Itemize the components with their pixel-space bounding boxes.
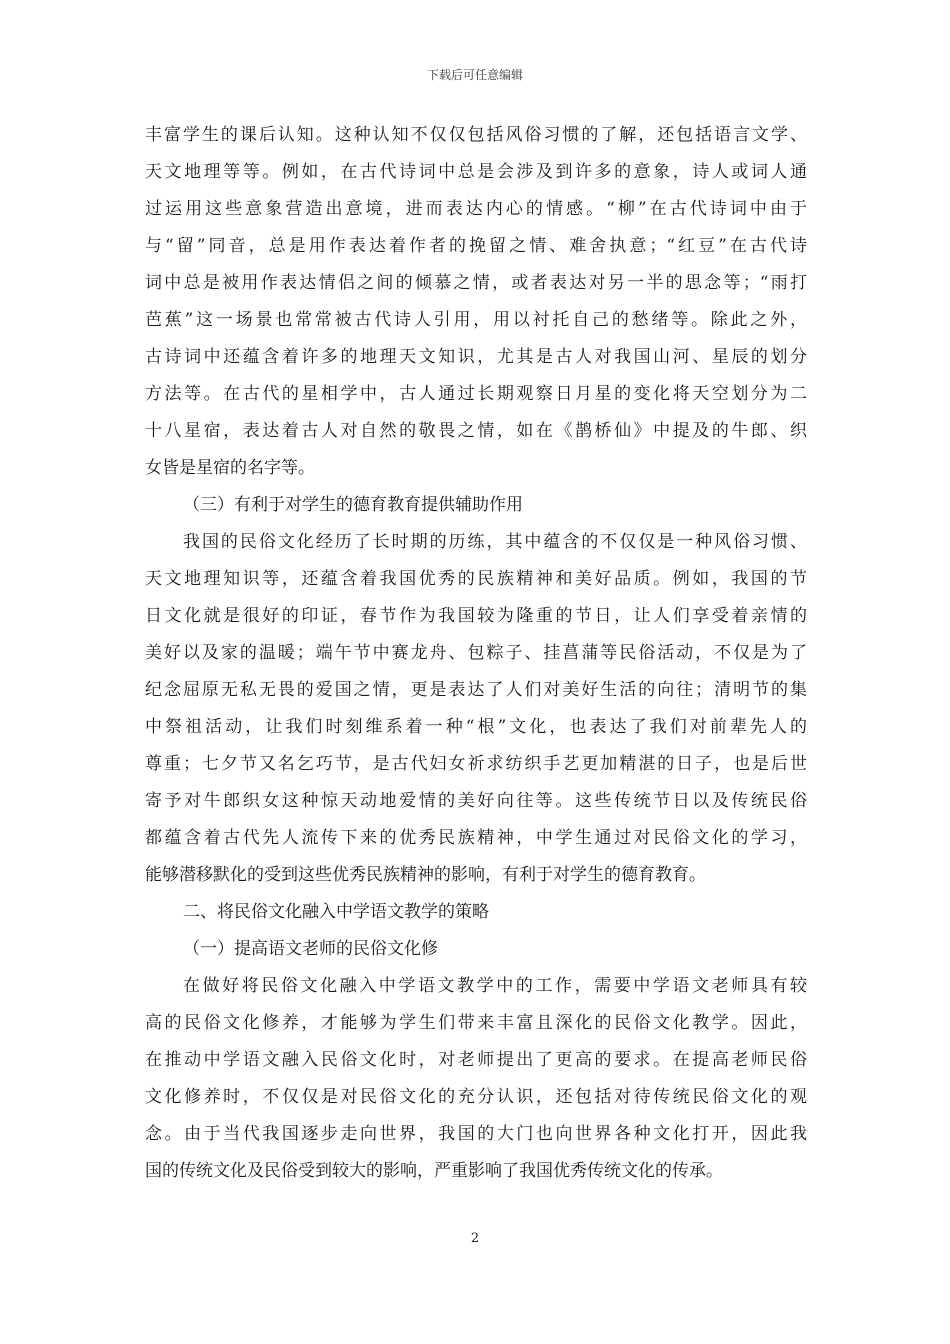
text-line: 纪念屈原无私无畏的爱国之情，更是表达了人们对美好生活的向往；清明节的集 — [145, 680, 807, 700]
text-line: 十八星宿，表达着古人对自然的敬畏之情，如在《鹊桥仙》中提及的牛郎、织 — [145, 421, 807, 441]
text-line: 芭蕉”这一场景也常常被古代诗人引用，用以衬托自己的愁绪等。除此之外， — [145, 310, 807, 330]
text-line: 过运用这些意象营造出意境，进而表达内心的情感。“柳”在古代诗词中由于 — [145, 199, 807, 219]
text-line: 日文化就是很好的印证，春节作为我国较为隆重的节日，让人们享受着亲情的 — [145, 606, 807, 626]
subsection-heading: （一）提高语文老师的民俗文化修 — [183, 939, 438, 959]
text-line: 文化修养时，不仅仅是对民俗文化的充分认识，还包括对待传统民俗文化的观 — [145, 1087, 807, 1107]
text-line: 词中总是被用作表达情侣之间的倾慕之情，或者表达对另一半的思念等；“雨打 — [145, 273, 807, 293]
text-line: 我国的民俗文化经历了长时期的历练，其中蕴含的不仅仅是一种风俗习惯、 — [183, 532, 807, 552]
text-line: 在推动中学语文融入民俗文化时，对老师提出了更高的要求。在提高老师民俗 — [145, 1050, 807, 1070]
document-body — [145, 117, 807, 1190]
text-line: 高的民俗文化修养，才能够为学生们带来丰富且深化的民俗文化教学。因此， — [145, 1013, 807, 1033]
text-line: 美好以及家的温暖；端午节中赛龙舟、包粽子、挂菖蒲等民俗活动，不仅是为了 — [145, 643, 807, 663]
page-number: 2 — [470, 1231, 480, 1246]
section-heading: 二、将民俗文化融入中学语文教学的策略 — [183, 902, 489, 922]
text-line: 都蕴含着古代先人流传下来的优秀民族精神，中学生通过对民俗文化的学习， — [145, 828, 807, 848]
text-line: 尊重；七夕节又名乞巧节，是古代妇女祈求纺织手艺更加精湛的日子，也是后世 — [145, 754, 807, 774]
text-line: 念。由于当代我国逐步走向世界，我国的大门也向世界各种文化打开，因此我 — [145, 1124, 807, 1144]
text-line: 能够潜移默化的受到这些优秀民族精神的影响，有利于对学生的德育教育。 — [145, 865, 706, 885]
page-header: 下载后可任意编辑 — [426, 68, 523, 82]
text-line: 丰富学生的课后认知。这种认知不仅仅包括风俗习惯的了解，还包括语言文学、 — [145, 125, 807, 145]
section-heading: （三）有利于对学生的德育教育提供辅助作用 — [183, 495, 523, 515]
text-line: 中祭祖活动，让我们时刻维系着一种“根”文化，也表达了我们对前辈先人的 — [145, 717, 807, 737]
text-line: 与“留”同音，总是用作表达着作者的挽留之情、难舍执意；“红豆”在古代诗 — [145, 236, 807, 256]
text-line: 寄予对牛郎织女这种惊天动地爱情的美好向往等。这些传统节日以及传统民俗 — [145, 791, 807, 811]
text-line: 国的传统文化及民俗受到较大的影响，严重影响了我国优秀传统文化的传承。 — [145, 1161, 723, 1181]
text-line: 在做好将民俗文化融入中学语文教学中的工作，需要中学语文老师具有较 — [183, 976, 807, 996]
text-line: 天文地理等等。例如，在古代诗词中总是会涉及到许多的意象，诗人或词人通 — [145, 162, 807, 182]
text-line: 方法等。在古代的星相学中，古人通过长期观察日月星的变化将天空划分为二 — [145, 384, 807, 404]
text-line: 女皆是星宿的名字等。 — [145, 458, 315, 478]
text-line: 天文地理知识等，还蕴含着我国优秀的民族精神和美好品质。例如，我国的节 — [145, 569, 807, 589]
text-line: 古诗词中还蕴含着许多的地理天文知识，尤其是古人对我国山河、星辰的划分 — [145, 347, 807, 367]
